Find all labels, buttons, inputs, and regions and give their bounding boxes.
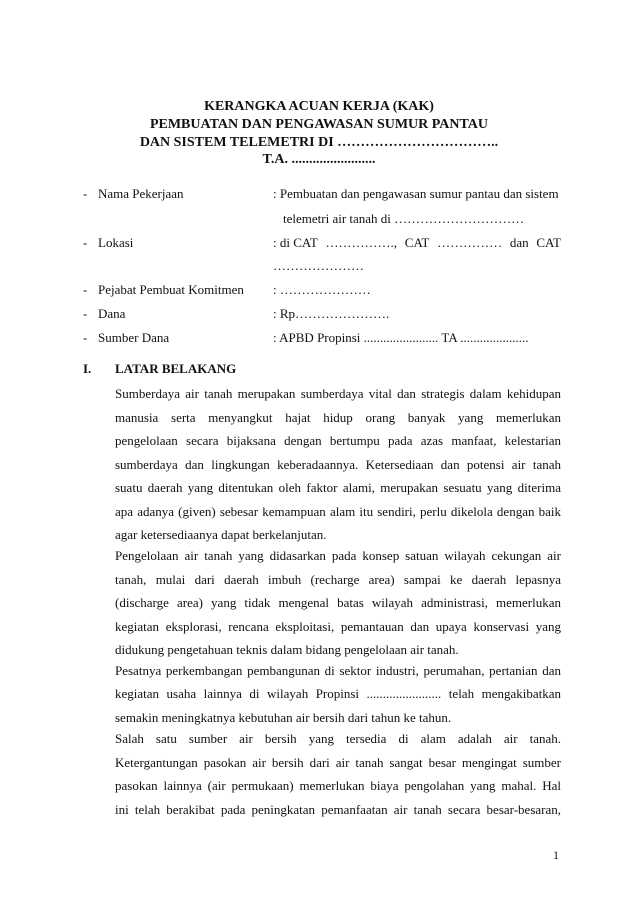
section-number: I.: [83, 361, 92, 376]
lokasi-part: ……………: [437, 235, 503, 250]
paragraph-line: tanah, mulai dari daerah imbuh (recharge area) sampai ke daerah lepasnya: [115, 572, 561, 587]
paragraph-line: agar ketersediaanya dapat berkelanjutan.: [115, 527, 327, 542]
paragraph-line: sumberdaya dan lingkungan keberadaannya. Ketersediaan dan potensi air tanah: [115, 457, 561, 472]
lokasi-value: [273, 234, 561, 251]
dana-value: : Rp………………….: [273, 306, 390, 321]
dana-label: Dana: [98, 306, 126, 321]
paragraph-line: didukung pengetahuan teknis dalam bidang pengelolaan air tanah.: [115, 642, 459, 657]
paragraph-line: Salah satu sumber air bersih yang tersedia di alam adalah air tanah.: [115, 731, 561, 746]
doc-title-line-4: T.A. ........................: [262, 152, 376, 167]
paragraph-line: apa adanya (given) sebesar kemampuan alam itu sendiri, perlu dikelola dengan baik: [115, 504, 561, 519]
bullet-dash: -: [83, 282, 88, 297]
doc-title-line-2: PEMBUATAN DAN PENGAWASAN SUMUR PANTAU: [149, 117, 489, 132]
doc-title-line-3: DAN SISTEM TELEMETRI DI ……………………………..: [139, 135, 499, 150]
lokasi-part: dan: [509, 235, 529, 250]
lokasi-part: CAT: [536, 235, 561, 250]
paragraph-line: pengelolaan secara bijaksana dengan bertumpu pada azas manfaat, kelestarian: [115, 433, 561, 448]
bullet-dash: -: [83, 186, 88, 201]
paragraph-line: (discharge area) yang tidak mengenal batas wilayah administrasi, memerlukan: [115, 595, 561, 610]
paragraph-line: Ketergantungan pasokan air bersih dari air tanah sangat besar mengingat sumber: [115, 755, 561, 770]
paragraph-line: ini telah berakibat pada peningkatan pemanfaatan air tanah secara besar-besaran,: [115, 802, 561, 817]
lokasi-part: : di CAT: [273, 235, 318, 250]
sumber-dana-label: Sumber Dana: [98, 330, 170, 345]
nama-pekerjaan-value-cont: telemetri air tanah di …………………………: [283, 211, 525, 226]
paragraph-line: Pesatnya perkembangan pembangunan di sektor industri, perumahan, pertanian dan: [115, 663, 561, 678]
lokasi-value-cont: …………………: [273, 258, 364, 273]
ppk-label: Pejabat Pembuat Komitmen: [98, 282, 244, 297]
doc-title-line-1: KERANGKA ACUAN KERJA (KAK): [204, 99, 434, 114]
nama-pekerjaan-value: : Pembuatan dan pengawasan sumur pantau dan sistem: [273, 186, 559, 201]
lokasi-part: …………….,: [325, 235, 398, 250]
sumber-dana-value: : APBD Propinsi ....................... TA .....................: [273, 330, 529, 345]
lokasi-label: Lokasi: [98, 235, 134, 250]
paragraph-line: manusia serta menyangkut hajat hidup orang banyak yang memerlukan: [115, 410, 561, 425]
paragraph-line: suatu daerah yang ditentukan oleh faktor alami, merupakan sesuatu yang diterima: [115, 480, 561, 495]
bullet-dash: -: [83, 330, 88, 345]
paragraph-line: kegiatan usaha lainnya di wilayah Propinsi ....................... telah mengakibatkan: [115, 686, 561, 701]
page-number: 1: [553, 848, 559, 862]
bullet-dash: -: [83, 306, 88, 321]
ppk-value: : …………………: [273, 282, 371, 297]
paragraph-line: kegiatan eksplorasi, rencana eksploitasi, pemantauan dan upaya konservasi yang: [115, 619, 561, 634]
bullet-dash: -: [83, 235, 88, 250]
paragraph-line: Sumberdaya air tanah merupakan sumberdaya vital dan strategis dalam kehidupan: [115, 386, 561, 401]
lokasi-part: CAT: [404, 235, 430, 250]
section-title: LATAR BELAKANG: [115, 361, 237, 376]
paragraph-line: semakin meningkatnya kebutuhan air bersih dari tahun ke tahun.: [115, 710, 452, 725]
paragraph-line: pasokan lainnya (air permukaan) memerlukan biaya pengolahan yang mahal. Hal: [115, 778, 561, 793]
paragraph-line: Pengelolaan air tanah yang didasarkan pada konsep satuan wilayah cekungan air: [115, 548, 561, 563]
nama-pekerjaan-label: Nama Pekerjaan: [98, 186, 184, 201]
